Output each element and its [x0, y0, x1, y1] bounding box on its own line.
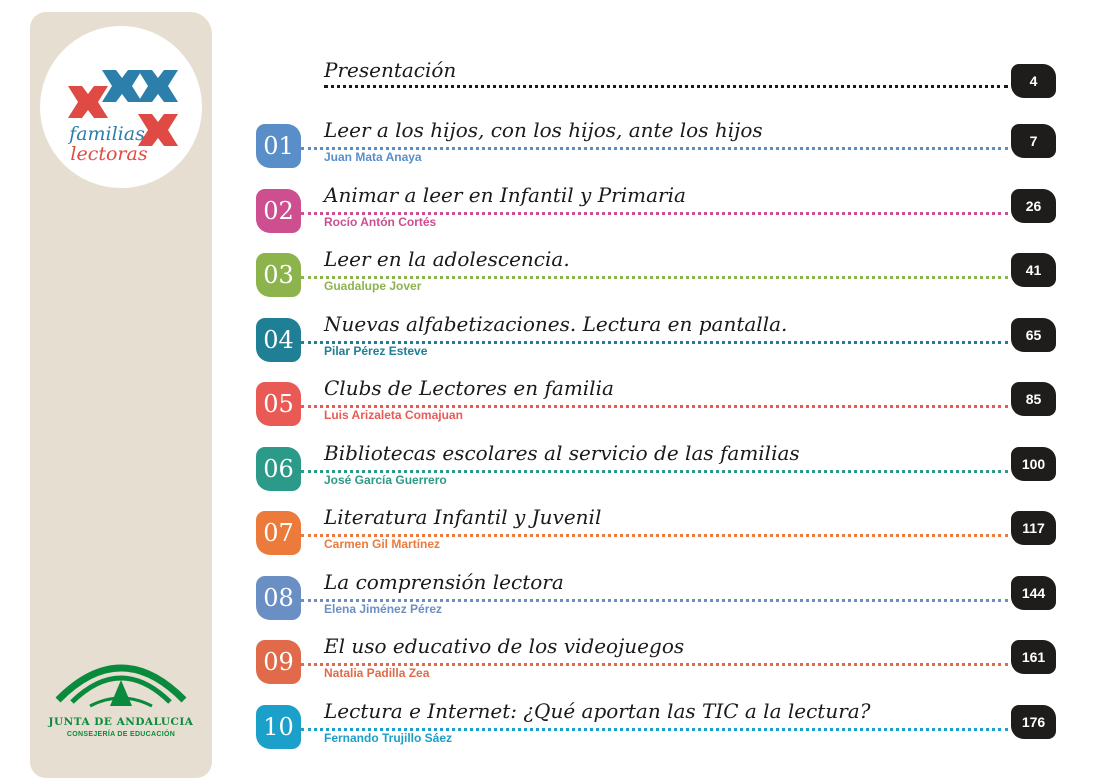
- sidebar: [30, 12, 212, 778]
- toc-title: Presentación: [324, 58, 457, 82]
- toc-entry-02[interactable]: [256, 182, 1056, 235]
- logo-line-2: lectoras: [70, 143, 148, 165]
- toc-title: Literatura Infantil y Juvenil: [324, 505, 602, 529]
- toc-entry-01[interactable]: [256, 118, 1056, 170]
- institution-name: JUNTA DE ANDALUCIA: [48, 716, 194, 728]
- toc-entry-06[interactable]: [256, 440, 1056, 493]
- logo-line-1: familias: [69, 123, 145, 145]
- toc-author: Luis Arizaleta Comajuan: [324, 408, 463, 422]
- toc-author: Pilar Pérez Esteve: [324, 343, 428, 358]
- page-number-badge: 144: [1011, 576, 1056, 610]
- chapter-number-badge: 04: [256, 318, 301, 362]
- institution-department: CONSEJERÍA DE EDUCACIÓN: [66, 731, 176, 738]
- toc-author: José García Guerrero: [324, 472, 447, 487]
- toc-title: Lectura e Internet: ¿Qué aportan las TIC a la lectura?: [324, 698, 871, 723]
- toc-author: Carmen Gil Martínez: [324, 537, 441, 551]
- chapter-number-badge: 06: [256, 447, 301, 491]
- page-number-badge: 117: [1011, 511, 1056, 545]
- page-number-badge: 7: [1011, 124, 1056, 158]
- page-number-badge: 41: [1011, 253, 1056, 287]
- page-number-badge: 100: [1011, 447, 1056, 481]
- toc-entry-04[interactable]: [256, 311, 1056, 364]
- toc-title: Leer a los hijos, con los hijos, ante los hijos: [324, 118, 763, 142]
- page-number-badge: 65: [1011, 318, 1056, 352]
- page-number-badge: 176: [1011, 705, 1056, 739]
- toc-entry-07[interactable]: [256, 505, 1056, 557]
- toc-title: Bibliotecas escolares al servicio de las familias: [324, 440, 800, 465]
- toc-author: Guadalupe Jover: [324, 279, 422, 293]
- toc-entry-03[interactable]: [256, 247, 1056, 299]
- toc-presentation[interactable]: [256, 58, 1056, 108]
- toc-title: Nuevas alfabetizaciones. Lectura en pantalla.: [324, 311, 788, 336]
- page-number-badge: 4: [1011, 64, 1056, 98]
- toc-title: El uso educativo de los videojuegos: [324, 634, 685, 658]
- toc-author: Juan Mata Anaya: [324, 150, 422, 164]
- chapter-number-badge: 03: [256, 253, 301, 297]
- toc-title: Leer en la adolescencia.: [324, 247, 570, 271]
- chapter-number-badge: 08: [256, 576, 301, 620]
- toc-entry-05[interactable]: [256, 376, 1056, 428]
- toc-author: Rocío Antón Cortés: [324, 214, 437, 229]
- dotted-leader: [324, 85, 1008, 88]
- chapter-number-badge: 09: [256, 640, 301, 684]
- chapter-number-badge: 01: [256, 124, 301, 168]
- page-number-badge: 26: [1011, 189, 1056, 223]
- toc-title: La comprensión lectora: [324, 569, 564, 594]
- toc-entry-10[interactable]: [256, 698, 1056, 751]
- chapter-number-badge: 07: [256, 511, 301, 555]
- page-number-badge: 161: [1011, 640, 1056, 674]
- toc-author: Natalia Padilla Zea: [324, 666, 430, 680]
- toc-entry-08[interactable]: [256, 569, 1056, 622]
- toc-title: Animar a leer en Infantil y Primaria: [324, 182, 686, 207]
- toc-author: Fernando Trujillo Sáez: [324, 730, 453, 745]
- toc-entry-09[interactable]: [256, 634, 1056, 686]
- familias-lectoras-logo: [40, 26, 202, 188]
- toc-author: Elena Jiménez Pérez: [324, 601, 443, 616]
- junta-andalucia-emblem-icon: [50, 650, 192, 716]
- chapter-number-badge: 02: [256, 189, 301, 233]
- page-number-badge: 85: [1011, 382, 1056, 416]
- toc-title: Clubs de Lectores en familia: [324, 376, 614, 400]
- chapter-number-badge: 10: [256, 705, 301, 749]
- chapter-number-badge: 05: [256, 382, 301, 426]
